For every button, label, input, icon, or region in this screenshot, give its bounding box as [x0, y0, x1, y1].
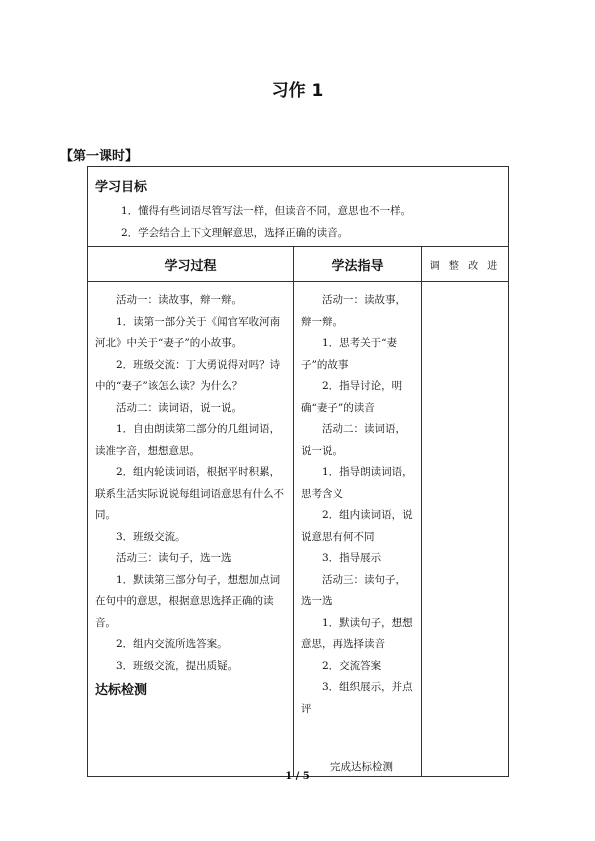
process-paragraph: 1．自由朗读第二部分的几组词语，读准字音，想想意思。: [95, 423, 281, 457]
process-paragraph: 3．班级交流，提出质疑。: [116, 659, 239, 672]
page-number: 1 / 5: [285, 771, 310, 782]
process-paragraph: 1．默读第三部分句子，想想加点词在句中的意思，根据意思选择正确的读音。: [95, 573, 281, 629]
document-title: 习作 1: [271, 81, 324, 101]
check-heading: 达标检测: [95, 683, 148, 698]
process-paragraph: 2．组内轮读词语，根据平时积累，联系生活实际说说每组词语意思有什么不同。: [95, 466, 284, 521]
check-method-text: 完成达标检测: [330, 761, 393, 773]
method-cell: [294, 282, 422, 777]
goals-row: [88, 167, 509, 247]
lesson-table: [87, 166, 509, 777]
process-paragraph: 活动一：读故事，辩一辩。: [116, 294, 242, 306]
goals-heading: 学习目标: [95, 180, 148, 195]
method-paragraph: 3．指导展示: [322, 552, 382, 564]
method-paragraph: 2．交流答案: [322, 659, 382, 672]
adjust-cell: [422, 282, 509, 777]
process-paragraph: 活动三：读句子，选一选: [116, 552, 232, 564]
goal-item: 1．懂得有些词语尽管写法一样，但读音不同，意思也不一样。: [121, 205, 412, 217]
method-column-header: 学法指导: [294, 247, 422, 282]
method-paragraph: 1．思考关于“妻子”的故事: [301, 337, 398, 371]
process-paragraph: 3．班级交流。: [116, 530, 186, 543]
method-paragraph: 1．指导朗读词语，思考含义: [301, 466, 413, 500]
goal-item: 2．学会结合上下文理解意思，选择正确的读音。: [121, 227, 349, 239]
process-paragraph: 2．班级交流：丁大勇说得对吗？诗中的“妻子”该怎么读？为什么？: [95, 358, 281, 392]
goals-cell: [88, 167, 509, 247]
method-paragraph: 3．组织展示，并点评: [301, 681, 413, 715]
process-paragraph: 1．读第一部分关于《闻官军收河南河北》中关于“妻子”的小故事。: [95, 315, 281, 349]
process-cell: [88, 282, 294, 777]
method-paragraph: 活动一：读故事，辩一辩。: [301, 294, 406, 328]
method-paragraph: 1．默读句子，想想意思，再选择读音: [301, 616, 413, 650]
process-paragraph: 2．组内交流所选答案。: [116, 638, 228, 650]
method-paragraph: 活动二：读词语，说一说。: [301, 423, 406, 457]
method-paragraph: 2．指导讨论，明确“妻子”的读音: [301, 380, 403, 414]
method-paragraph: 活动三：读句子，选一选: [301, 573, 406, 607]
process-column-header: 学习过程: [88, 247, 294, 282]
method-paragraph: 2．组内读词语，说说意思有何不同: [301, 509, 413, 543]
column-header-row: [88, 247, 509, 282]
section-label: 【第一课时】: [60, 149, 139, 164]
process-paragraph: 活动二：读词语，说一说。: [116, 401, 242, 414]
adjust-column-header: 调 整 改 进: [422, 247, 509, 282]
content-row: [88, 282, 509, 777]
